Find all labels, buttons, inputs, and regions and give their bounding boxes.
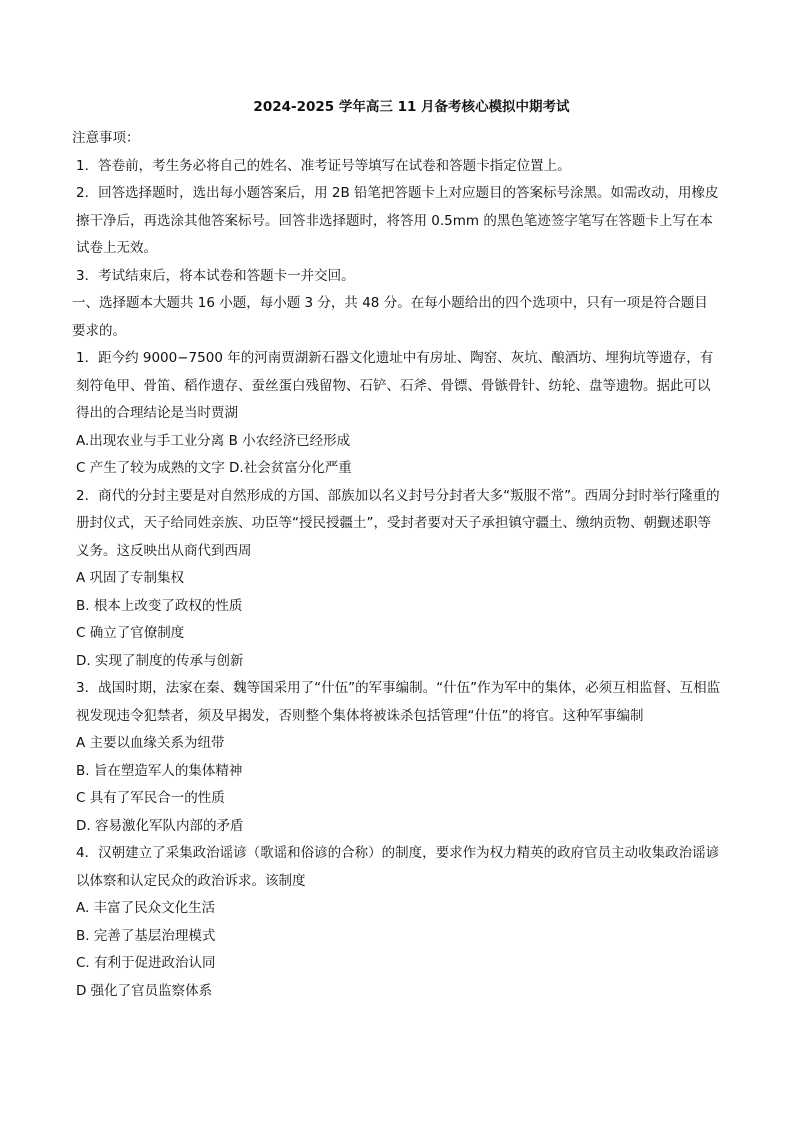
- question-4: [72, 840, 721, 1005]
- question-3: [72, 675, 721, 840]
- exam-title: 2024-2025 学年高三 11 月备考核心模拟中期考试: [253, 99, 570, 115]
- question-stem: 2．商代的分封主要是对自然形成的方国、部族加以名义封号分封者大多“叛服不常”。西周分封时举行隆重的册封仪式，天子给同姓亲族、功臣等“授民授疆土”，受封者要对天子承担镇守疆土、缴纳贡物、朝觐述职等义务。这反映出从商代到西周: [76, 487, 720, 559]
- option-d: D 强化了官员监察体系: [76, 982, 213, 999]
- question-stem: 4．汉朝建立了采集政治谣谚（歌谣和俗谚的合称）的制度，要求作为权力精英的政府官员主动收集政治谣谚以体察和认定民众的政治诉求。该制度: [76, 845, 720, 889]
- notice-item-2: 2．回答选择题时，选出每小题答案后，用 2B 铅笔把答题卡上对应题目的答案标号涂黑。如需改动，用橡皮擦干净后，再选涂其他答案标号。回答非选择题时，将答用 0.5mm 的黑色笔迹签字笔写在答题卡上写在本试卷上无效。: [76, 185, 719, 256]
- option-b: B. 旨在塑造军人的集体精神: [76, 762, 243, 779]
- question-2: [72, 483, 721, 676]
- option-line: C 产生了较为成熟的文字 D.社会贫富分化严重: [76, 460, 352, 476]
- option-a: A. 丰富了民众文化生活: [76, 900, 216, 916]
- option-a: A 主要以血缘关系为纽带: [76, 735, 225, 751]
- notice-header: 注意事项：: [72, 130, 140, 146]
- option-b: B. 完善了基层治理模式: [76, 927, 216, 944]
- notice-item-1: 1．答卷前，考生务必将自己的姓名、准考证号等填写在试卷和答题卡指定位置上。: [76, 157, 571, 174]
- notice-item-3: 3．考试结束后，将本试卷和答题卡一并交回。: [76, 267, 355, 284]
- question-stem: 3．战国时期，法家在秦、魏等国采用了“什伍”的军事编制。“什伍”作为军中的集体，必须互相监督、互相监视发现违令犯禁者，须及早揭发，否则整个集体将被诛杀包括管理“什伍”的将官。这种军事编制: [76, 680, 721, 724]
- option-c: C. 有利于促进政治认同: [76, 955, 216, 971]
- option-d: D. 容易激化军队内部的矛盾: [76, 817, 244, 834]
- question-1: [72, 345, 721, 483]
- question-stem: 1．距今约 9000−7500 年的河南贾湖新石器文化遗址中有房址、陶窑、灰坑、酿酒坊、埋狗坑等遗存，有刻符龟甲、骨笛、稻作遗存、蚕丝蛋白残留物、石铲、石斧、骨镖、骨镞骨针、纺轮、盘等遗物。据此可以得出的合理结论是当时贾湖: [76, 350, 714, 421]
- option-d: D. 实现了制度的传承与创新: [76, 652, 244, 669]
- option-b: B. 根本上改变了政权的性质: [76, 597, 243, 614]
- option-c: C 具有了军民合一的性质: [76, 790, 225, 806]
- option-a: A 巩固了专制集权: [76, 570, 185, 586]
- option-line: A.出现农业与手工业分离 B 小农经济已经形成: [76, 432, 351, 449]
- option-c: C 确立了官僚制度: [76, 625, 185, 641]
- section-heading: 一、选择题本大题共 16 小题，每小题 3 分，共 48 分。在每小题给出的四个选项中，只有一项是符合题目要求的。: [72, 295, 708, 339]
